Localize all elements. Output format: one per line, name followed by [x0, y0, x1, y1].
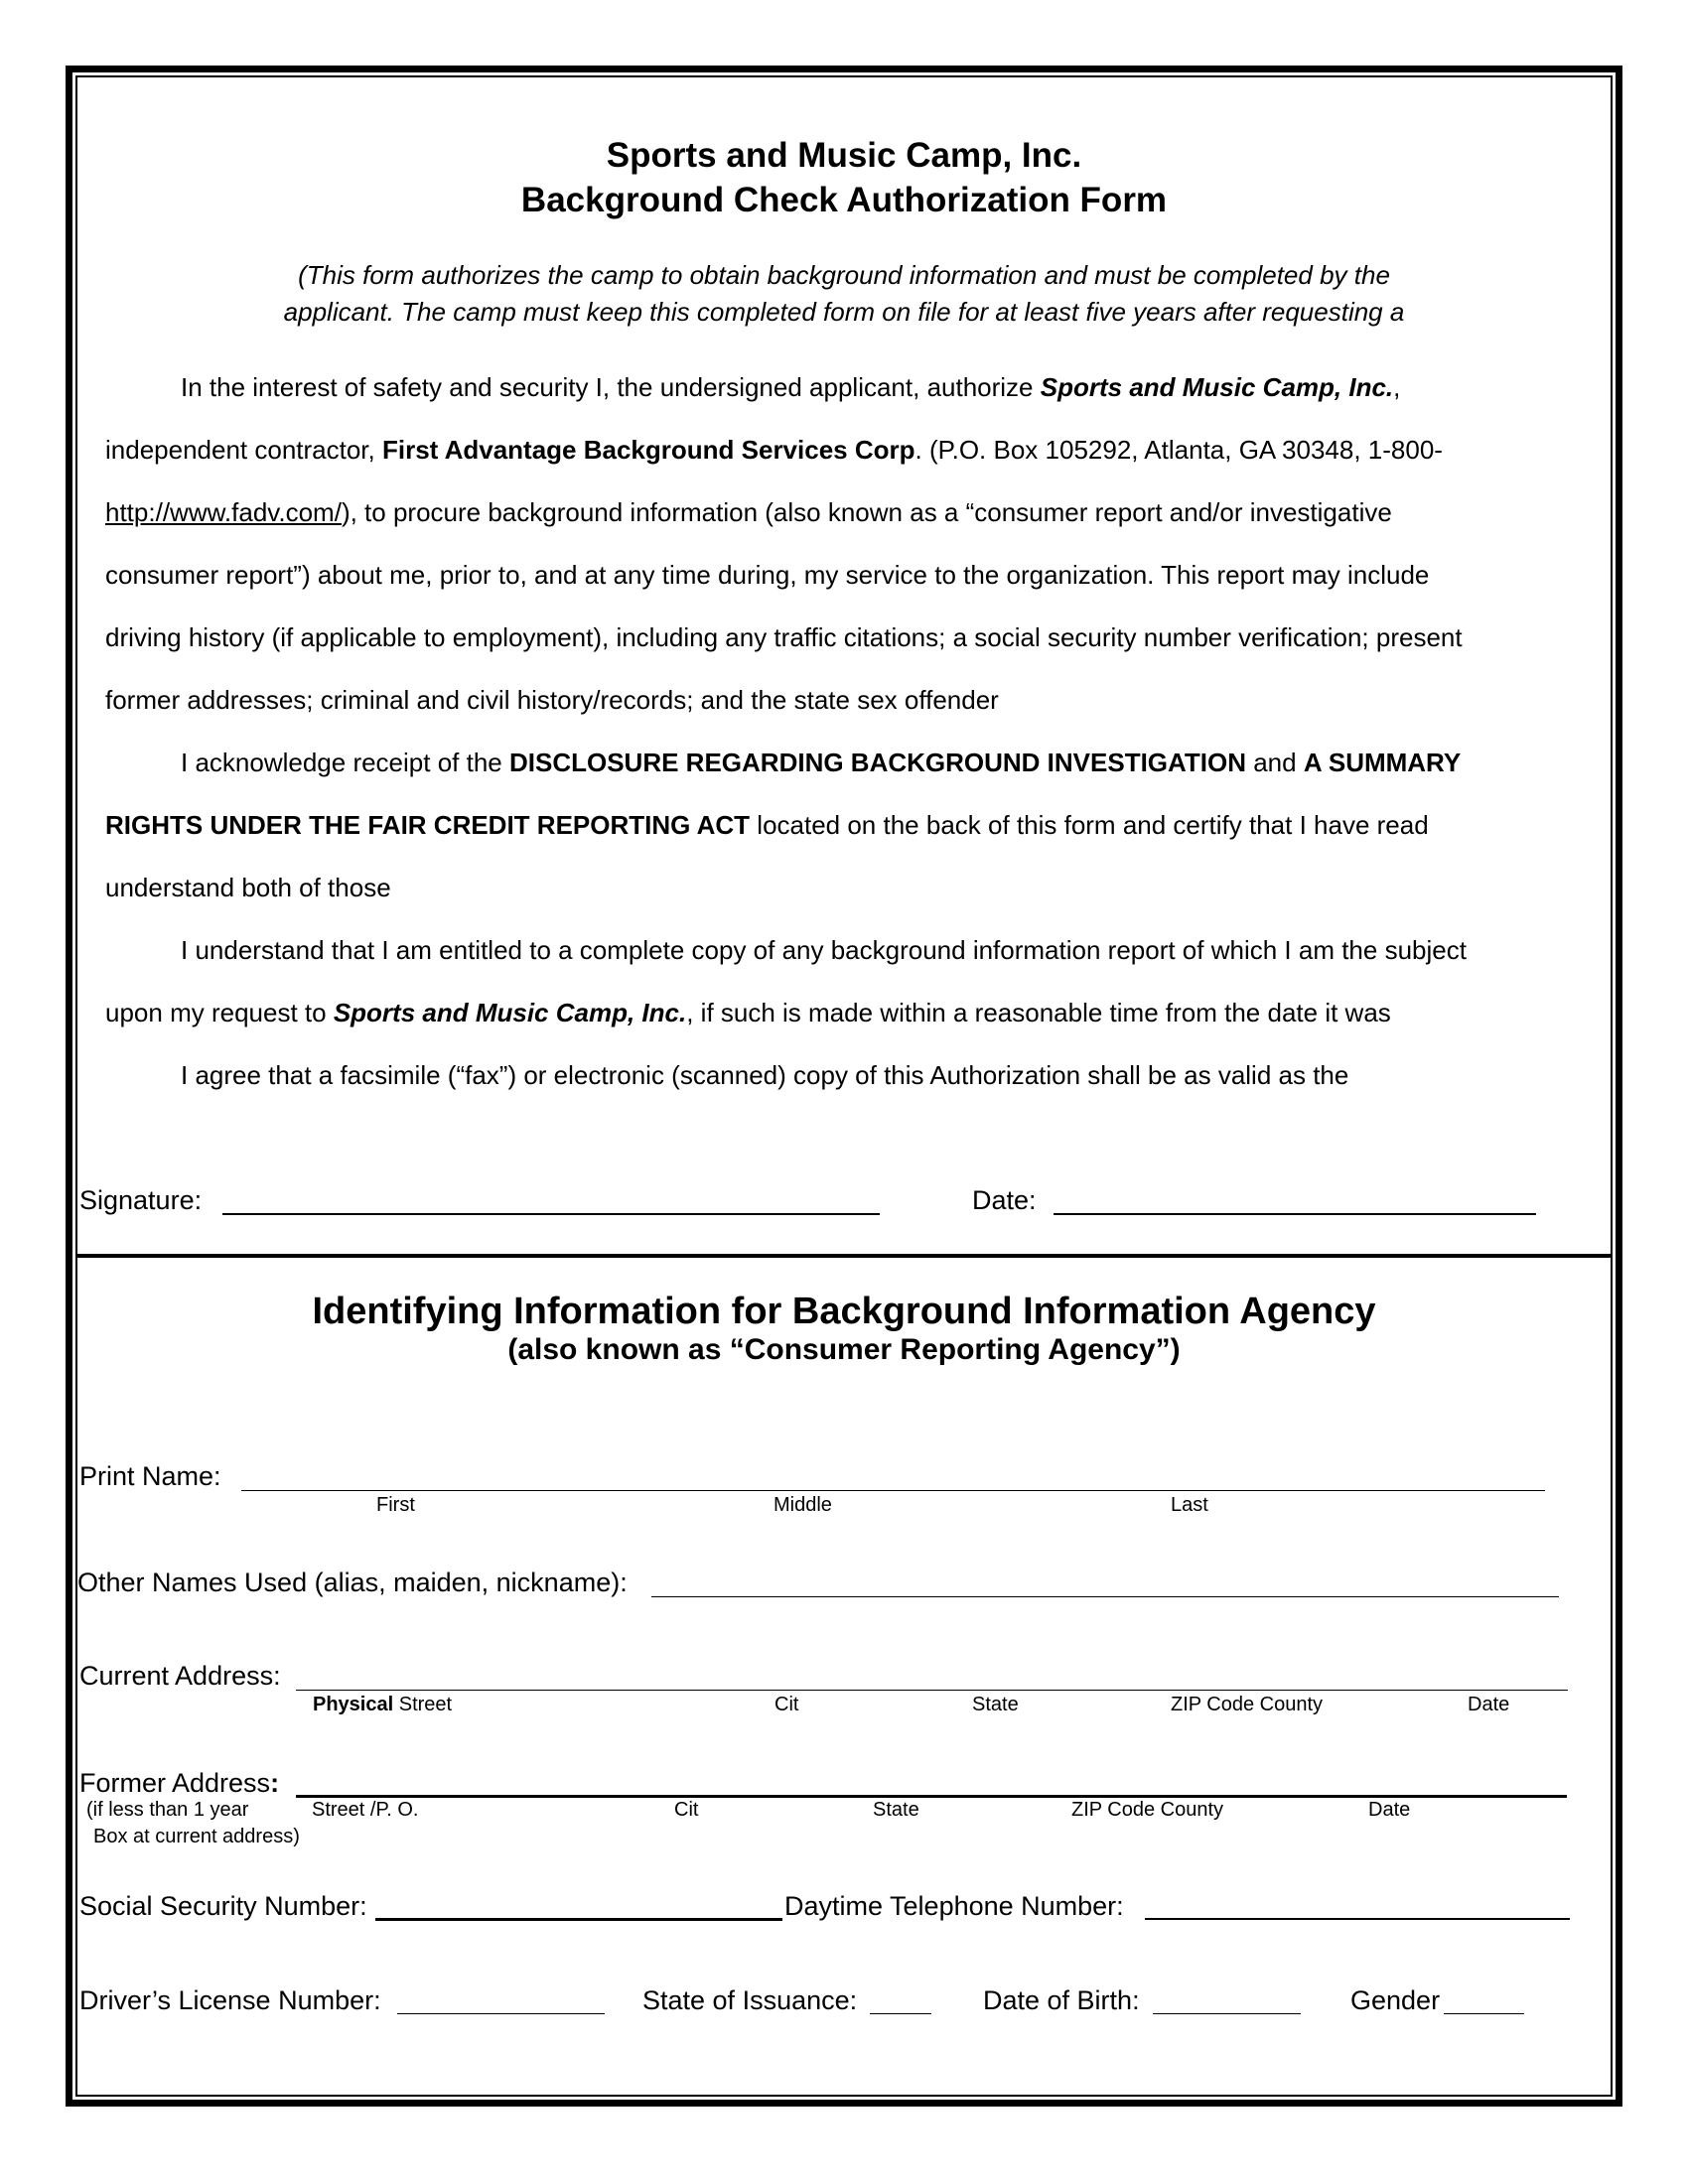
current-city-caption: Cit	[774, 1694, 799, 1715]
former-state-caption: State	[873, 1799, 919, 1821]
form-note-line1: (This form authorizes the camp to obtain background information and must be completed by the	[298, 260, 1390, 290]
current-state-caption: State	[972, 1694, 1019, 1715]
paragraph-line: upon my request to Sports and Music Camp, Inc., if such is made within a reasonable time from the date it was	[105, 998, 1391, 1027]
paragraph-line: I acknowledge receipt of the DISCLOSURE REGARDING BACKGROUND INVESTIGATION and A SUMMARY	[181, 748, 1462, 777]
current-zip-county-caption: ZIP Code County	[1171, 1694, 1324, 1715]
current-address-label: Current Address:	[79, 1661, 281, 1691]
former-date-caption: Date	[1368, 1799, 1411, 1821]
current-date-caption: Date	[1468, 1694, 1510, 1715]
form-note-line2: applicant. The camp must keep this completed form on file for at least five years after requesting a	[283, 297, 1405, 327]
former-address-note: (if less than 1 year	[86, 1799, 249, 1821]
paragraph-line: I understand that I am entitled to a complete copy of any background information report of which I am the subject	[181, 935, 1467, 965]
paragraph-line: independent contractor, First Advantage Background Services Corp. (P.O. Box 105292, Atlanta, GA 30348, 1-800-	[105, 435, 1443, 465]
signature-label: Signature:	[79, 1185, 203, 1215]
date-of-birth-label: Date of Birth:	[983, 1985, 1140, 2015]
current-street-caption: Physical Street	[313, 1694, 453, 1715]
print-name-label: Print Name:	[79, 1461, 221, 1491]
other-names-field[interactable]	[651, 1596, 1559, 1597]
paragraph-line: understand both of those	[105, 873, 391, 902]
gender-field[interactable]	[1444, 2013, 1524, 2014]
date-label: Date:	[972, 1185, 1037, 1215]
ssn-field[interactable]	[375, 1918, 782, 1921]
date-of-birth-field[interactable]	[1153, 2013, 1301, 2014]
paragraph-line: driving history (if applicable to employment), including any traffic citations; a social security number verification; present	[105, 622, 1463, 652]
phone-label: Daytime Telephone Number:	[784, 1891, 1124, 1921]
former-address-label: Former Address:	[79, 1768, 280, 1798]
paragraph-line: I agree that a facsimile (“fax”) or electronic (scanned) copy of this Authorization shall be as valid as the	[181, 1060, 1349, 1090]
former-city-caption: Cit	[674, 1799, 699, 1821]
paragraph-line: http://www.fadv.com/), to procure background information (also known as a “consumer report and/or investigative	[105, 497, 1392, 527]
section-divider	[75, 1254, 1613, 1258]
signature-field[interactable]	[222, 1213, 880, 1215]
former-street-caption: Street /P. O.	[312, 1799, 419, 1821]
date-field[interactable]	[1054, 1213, 1536, 1215]
paragraph-line: former addresses; criminal and civil history/records; and the state sex offender	[105, 685, 999, 715]
current-address-field[interactable]	[296, 1690, 1568, 1691]
form-title: Background Check Authorization Form	[520, 181, 1168, 219]
former-address-note: Box at current address)	[93, 1826, 300, 1847]
section2-title: Identifying Information for Background Information Agency	[312, 1291, 1376, 1332]
ssn-label: Social Security Number:	[79, 1891, 367, 1921]
name-first-caption: First	[376, 1494, 415, 1516]
phone-field[interactable]	[1145, 1918, 1570, 1920]
state-of-issuance-field[interactable]	[870, 2013, 931, 2014]
paragraph-line: RIGHTS UNDER THE FAIR CREDIT REPORTING ACT located on the back of this form and certify that I have read	[105, 810, 1429, 840]
print-name-field[interactable]	[241, 1490, 1545, 1491]
drivers-license-label: Driver’s License Number:	[79, 1985, 381, 2015]
form-org-title: Sports and Music Camp, Inc.	[606, 136, 1082, 175]
camp-name: Sports and Music Camp, Inc.	[1040, 372, 1394, 402]
state-of-issuance-label: State of Issuance:	[642, 1985, 858, 2015]
fadv-link[interactable]: http://www.fadv.com/	[105, 497, 342, 527]
paragraph-line: In the interest of safety and security I, the undersigned applicant, authorize Sports and Music Camp, Inc.,	[181, 372, 1401, 402]
name-last-caption: Last	[1171, 1494, 1208, 1516]
drivers-license-field[interactable]	[397, 2013, 605, 2014]
contractor-name: First Advantage Background Services Corp	[381, 435, 915, 465]
other-names-label: Other Names Used (alias, maiden, nickname):	[77, 1568, 628, 1597]
section2-subtitle: (also known as “Consumer Reporting Agency”)	[507, 1333, 1181, 1366]
former-zip-county-caption: ZIP Code County	[1071, 1799, 1224, 1821]
gender-label: Gender	[1350, 1985, 1441, 2015]
paragraph-line: consumer report”) about me, prior to, and at any time during, my service to the organization. This report may include	[105, 560, 1430, 590]
name-middle-caption: Middle	[774, 1494, 832, 1516]
